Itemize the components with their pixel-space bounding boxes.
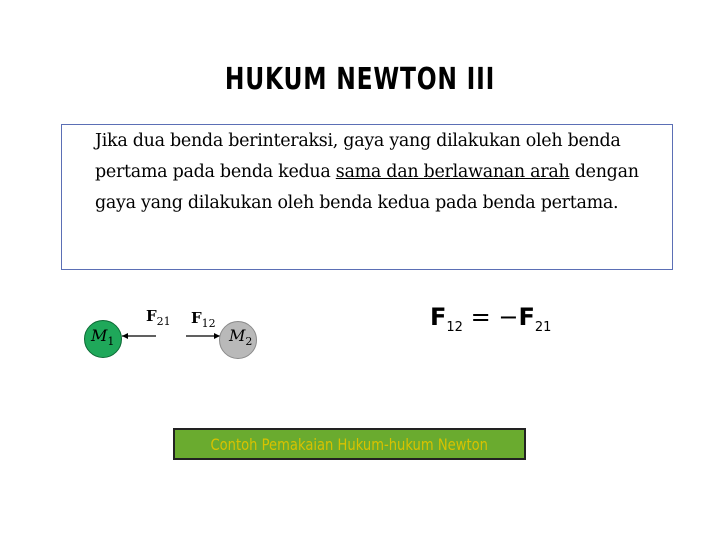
- force-12-subscript: 12: [201, 317, 216, 330]
- law-statement: [95, 126, 665, 219]
- force-21-arrow: [122, 330, 156, 342]
- equation-lhs-subscript: 12: [446, 319, 463, 335]
- force-12-symbol: F: [191, 309, 202, 327]
- force-12-label: [191, 309, 216, 330]
- equation-operator: = −: [470, 303, 519, 331]
- law-statement-underlined: sama dan berlawanan arah: [335, 162, 570, 182]
- force-21-label: [146, 307, 171, 328]
- mass-2-symbol: M: [229, 326, 246, 345]
- mass-1-symbol: M: [91, 326, 108, 345]
- equation-lhs: F: [430, 303, 447, 331]
- law-statement-part-1: Jika dua benda berinteraksi, gaya yang dilakukan oleh benda pertama pada benda kedua: [95, 131, 621, 182]
- mass-2-label: [229, 326, 252, 348]
- slide-title: HUKUM NEWTON III: [224, 62, 496, 97]
- force-21-subscript: 21: [156, 315, 171, 328]
- equation-rhs: F: [518, 303, 535, 331]
- force-21-symbol: F: [146, 307, 157, 325]
- law-statement-part-2: dengan gaya yang dilakukan oleh benda kedua pada benda pertama.: [95, 162, 639, 213]
- equation-rhs-subscript: 21: [534, 319, 552, 335]
- examples-link-button[interactable]: [173, 428, 526, 460]
- examples-link-label: Contoh Pemakaian Hukum-hukum Newton: [210, 434, 489, 454]
- newton-third-law-equation: [430, 303, 551, 335]
- force-12-arrow: [186, 330, 220, 342]
- mass-1-label: [91, 326, 114, 348]
- mass-1-subscript: 1: [107, 335, 115, 349]
- mass-2-subscript: 2: [245, 335, 253, 349]
